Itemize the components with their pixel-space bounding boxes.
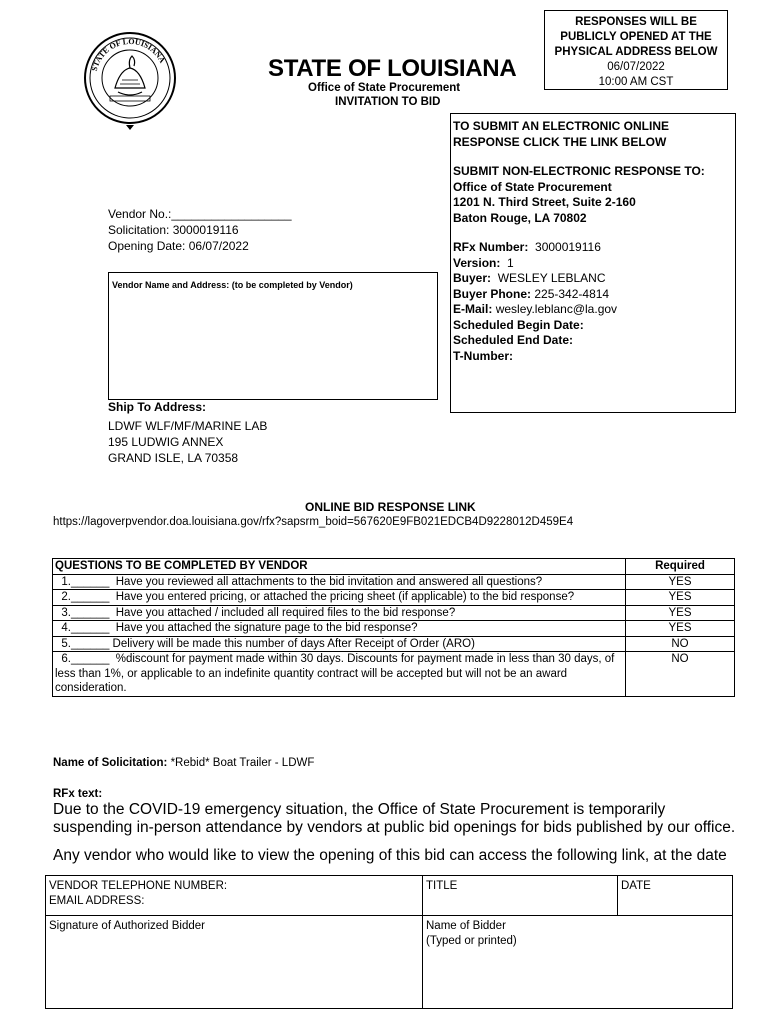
buyer-phone-row	[453, 287, 733, 303]
question-text[interactable]: 2.______ Have you entered pricing, or attached the pricing sheet (if applicable) to the bid response?	[53, 590, 626, 606]
date-label: DATE	[621, 880, 651, 892]
office-name: Office of State Procurement	[308, 82, 461, 94]
ship-to-line-2: 195 LUDWIG ANNEX	[108, 435, 224, 449]
question-text[interactable]: 5.______ Delivery will be made this number of days After Receipt of Order (ARO)	[53, 636, 626, 652]
buyer-label: Buyer:	[453, 271, 492, 285]
buyer-email-link[interactable]: wesley.leblanc@la.gov	[495, 302, 618, 316]
question-required: YES	[626, 574, 735, 590]
rfx-number-label: RFx Number:	[453, 240, 529, 254]
signature-field[interactable]	[46, 916, 423, 1009]
bidder-name-field[interactable]	[423, 916, 733, 1009]
electronic-line-1: TO SUBMIT AN ELECTRONIC ONLINE	[453, 119, 669, 133]
solicitation-number: Solicitation: 3000019116	[108, 223, 239, 237]
svg-text:STATE OF LOUISIANA: STATE OF LOUISIANA	[89, 36, 167, 73]
signature-label: Signature of Authorized Bidder	[49, 920, 205, 932]
vendor-email-label: EMAIL ADDRESS:	[49, 895, 145, 907]
question-required: YES	[626, 621, 735, 637]
questions-header: QUESTIONS TO BE COMPLETED BY VENDOR	[53, 559, 626, 575]
opening-date-line: Opening Date: 06/07/2022	[108, 239, 249, 253]
t-number-label: T-Number:	[453, 348, 513, 363]
bidder-name-label: Name of Bidder	[426, 920, 506, 932]
responses-line-2: PUBLICLY OPENED AT THE	[560, 31, 712, 43]
ship-to-line-1: LDWF WLF/MF/MARINE LAB	[108, 419, 268, 433]
electronic-line-2[interactable]: RESPONSE CLICK THE LINK BELOW	[453, 134, 667, 149]
question-row	[53, 590, 735, 606]
vendor-contact-field[interactable]	[46, 876, 423, 916]
version-value: 1	[507, 255, 514, 270]
question-row	[53, 652, 735, 697]
buyer-name: WESLEY LEBLANC	[497, 271, 606, 285]
online-bid-link[interactable]: https://lagoverpvendor.doa.louisiana.gov/rfx?sapsrm_boid=567620E9FB021EDCB4D9228012D459E4	[53, 516, 574, 528]
responses-notice-box	[544, 10, 728, 90]
version-row	[453, 256, 733, 272]
version-label: Version:	[453, 255, 501, 270]
begin-date-label: Scheduled Begin Date:	[453, 317, 584, 332]
question-row	[53, 605, 735, 621]
vendor-number: Vendor No.:__________________	[108, 207, 292, 221]
question-required: NO	[626, 652, 735, 697]
vendor-phone-label: VENDOR TELEPHONE NUMBER:	[49, 880, 228, 892]
question-row	[53, 621, 735, 637]
rfx-number-row	[453, 240, 733, 256]
nonelectronic-heading: SUBMIT NON-ELECTRONIC RESPONSE TO:	[453, 164, 705, 178]
solicitation-name-label: Name of Solicitation:	[53, 757, 168, 769]
address-line-1: Office of State Procurement	[453, 179, 612, 194]
document-subtitle: INVITATION TO BID	[335, 96, 441, 108]
title-field[interactable]	[423, 876, 618, 916]
vendor-name-address-label: Vendor Name and Address: (to be completed by Vendor)	[112, 280, 353, 290]
question-required: YES	[626, 605, 735, 621]
opening-time: 10:00 AM CST	[598, 76, 674, 88]
opening-date: 06/07/2022	[607, 61, 665, 73]
ship-to-line-3: GRAND ISLE, LA 70358	[108, 451, 239, 465]
question-text[interactable]: 1.______ Have you reviewed all attachments to the bid invitation and answered all questions?	[53, 574, 626, 590]
required-header: Required	[626, 559, 735, 575]
vendor-info	[108, 206, 292, 254]
address-line-2: 1201 N. Third Street, Suite 2-160	[453, 195, 636, 209]
signature-table	[45, 875, 733, 1009]
rfx-text-label: RFx text:	[53, 788, 103, 800]
question-text[interactable]: 4.______ Have you attached the signature page to the bid response?	[53, 621, 626, 637]
responses-line-3: PHYSICAL ADDRESS BELOW	[554, 46, 718, 58]
bidder-name-sub: (Typed or printed)	[426, 935, 517, 947]
solicitation-name	[53, 757, 314, 769]
submission-info-box	[450, 113, 736, 413]
ship-to-label: Ship To Address:	[108, 400, 207, 414]
address-line-3: Baton Rouge, LA 70802	[453, 210, 587, 225]
rfx-text-paragraph-2: Any vendor who would like to view the opening of this bid can access the following link, at the date	[53, 847, 727, 864]
email-row	[453, 302, 733, 318]
question-row	[53, 636, 735, 652]
page-title: STATE OF LOUISIANA	[268, 55, 517, 82]
ship-to-address	[108, 418, 267, 466]
online-bid-title: ONLINE BID RESPONSE LINK	[305, 500, 476, 514]
vendor-name-address-box[interactable]	[108, 272, 438, 400]
email-label: E-Mail:	[453, 302, 493, 316]
state-seal-logo	[80, 30, 180, 130]
solicitation-name-value: *Rebid* Boat Trailer - LDWF	[170, 757, 315, 769]
buyer-row	[453, 271, 733, 287]
buyer-phone: 225-342-4814	[534, 286, 610, 301]
title-label: TITLE	[426, 880, 458, 892]
rfx-text-paragraph-1: Due to the COVID-19 emergency situation, the Office of State Procurement is temporarily suspending in-person attendance by vendors at public bid openings for bids published by our office.	[53, 801, 736, 836]
questions-table	[52, 558, 735, 697]
end-date-label: Scheduled End Date:	[453, 333, 574, 347]
question-text[interactable]: 3.______ Have you attached / included all required files to the bid response?	[53, 605, 626, 621]
question-row	[53, 574, 735, 590]
question-text[interactable]: 6.______ %discount for payment made within 30 days. Discounts for payment made in less than 30 days, of less than 1%, or applicable to an indefinite quantity contract will be accepted but will not be an award consideration.	[53, 652, 626, 697]
buyer-phone-label: Buyer Phone:	[453, 286, 532, 301]
question-required: YES	[626, 590, 735, 606]
responses-line-1: RESPONSES WILL BE	[575, 16, 697, 28]
question-required: NO	[626, 636, 735, 652]
date-field[interactable]	[618, 876, 733, 916]
rfx-number: 3000019116	[535, 240, 601, 254]
